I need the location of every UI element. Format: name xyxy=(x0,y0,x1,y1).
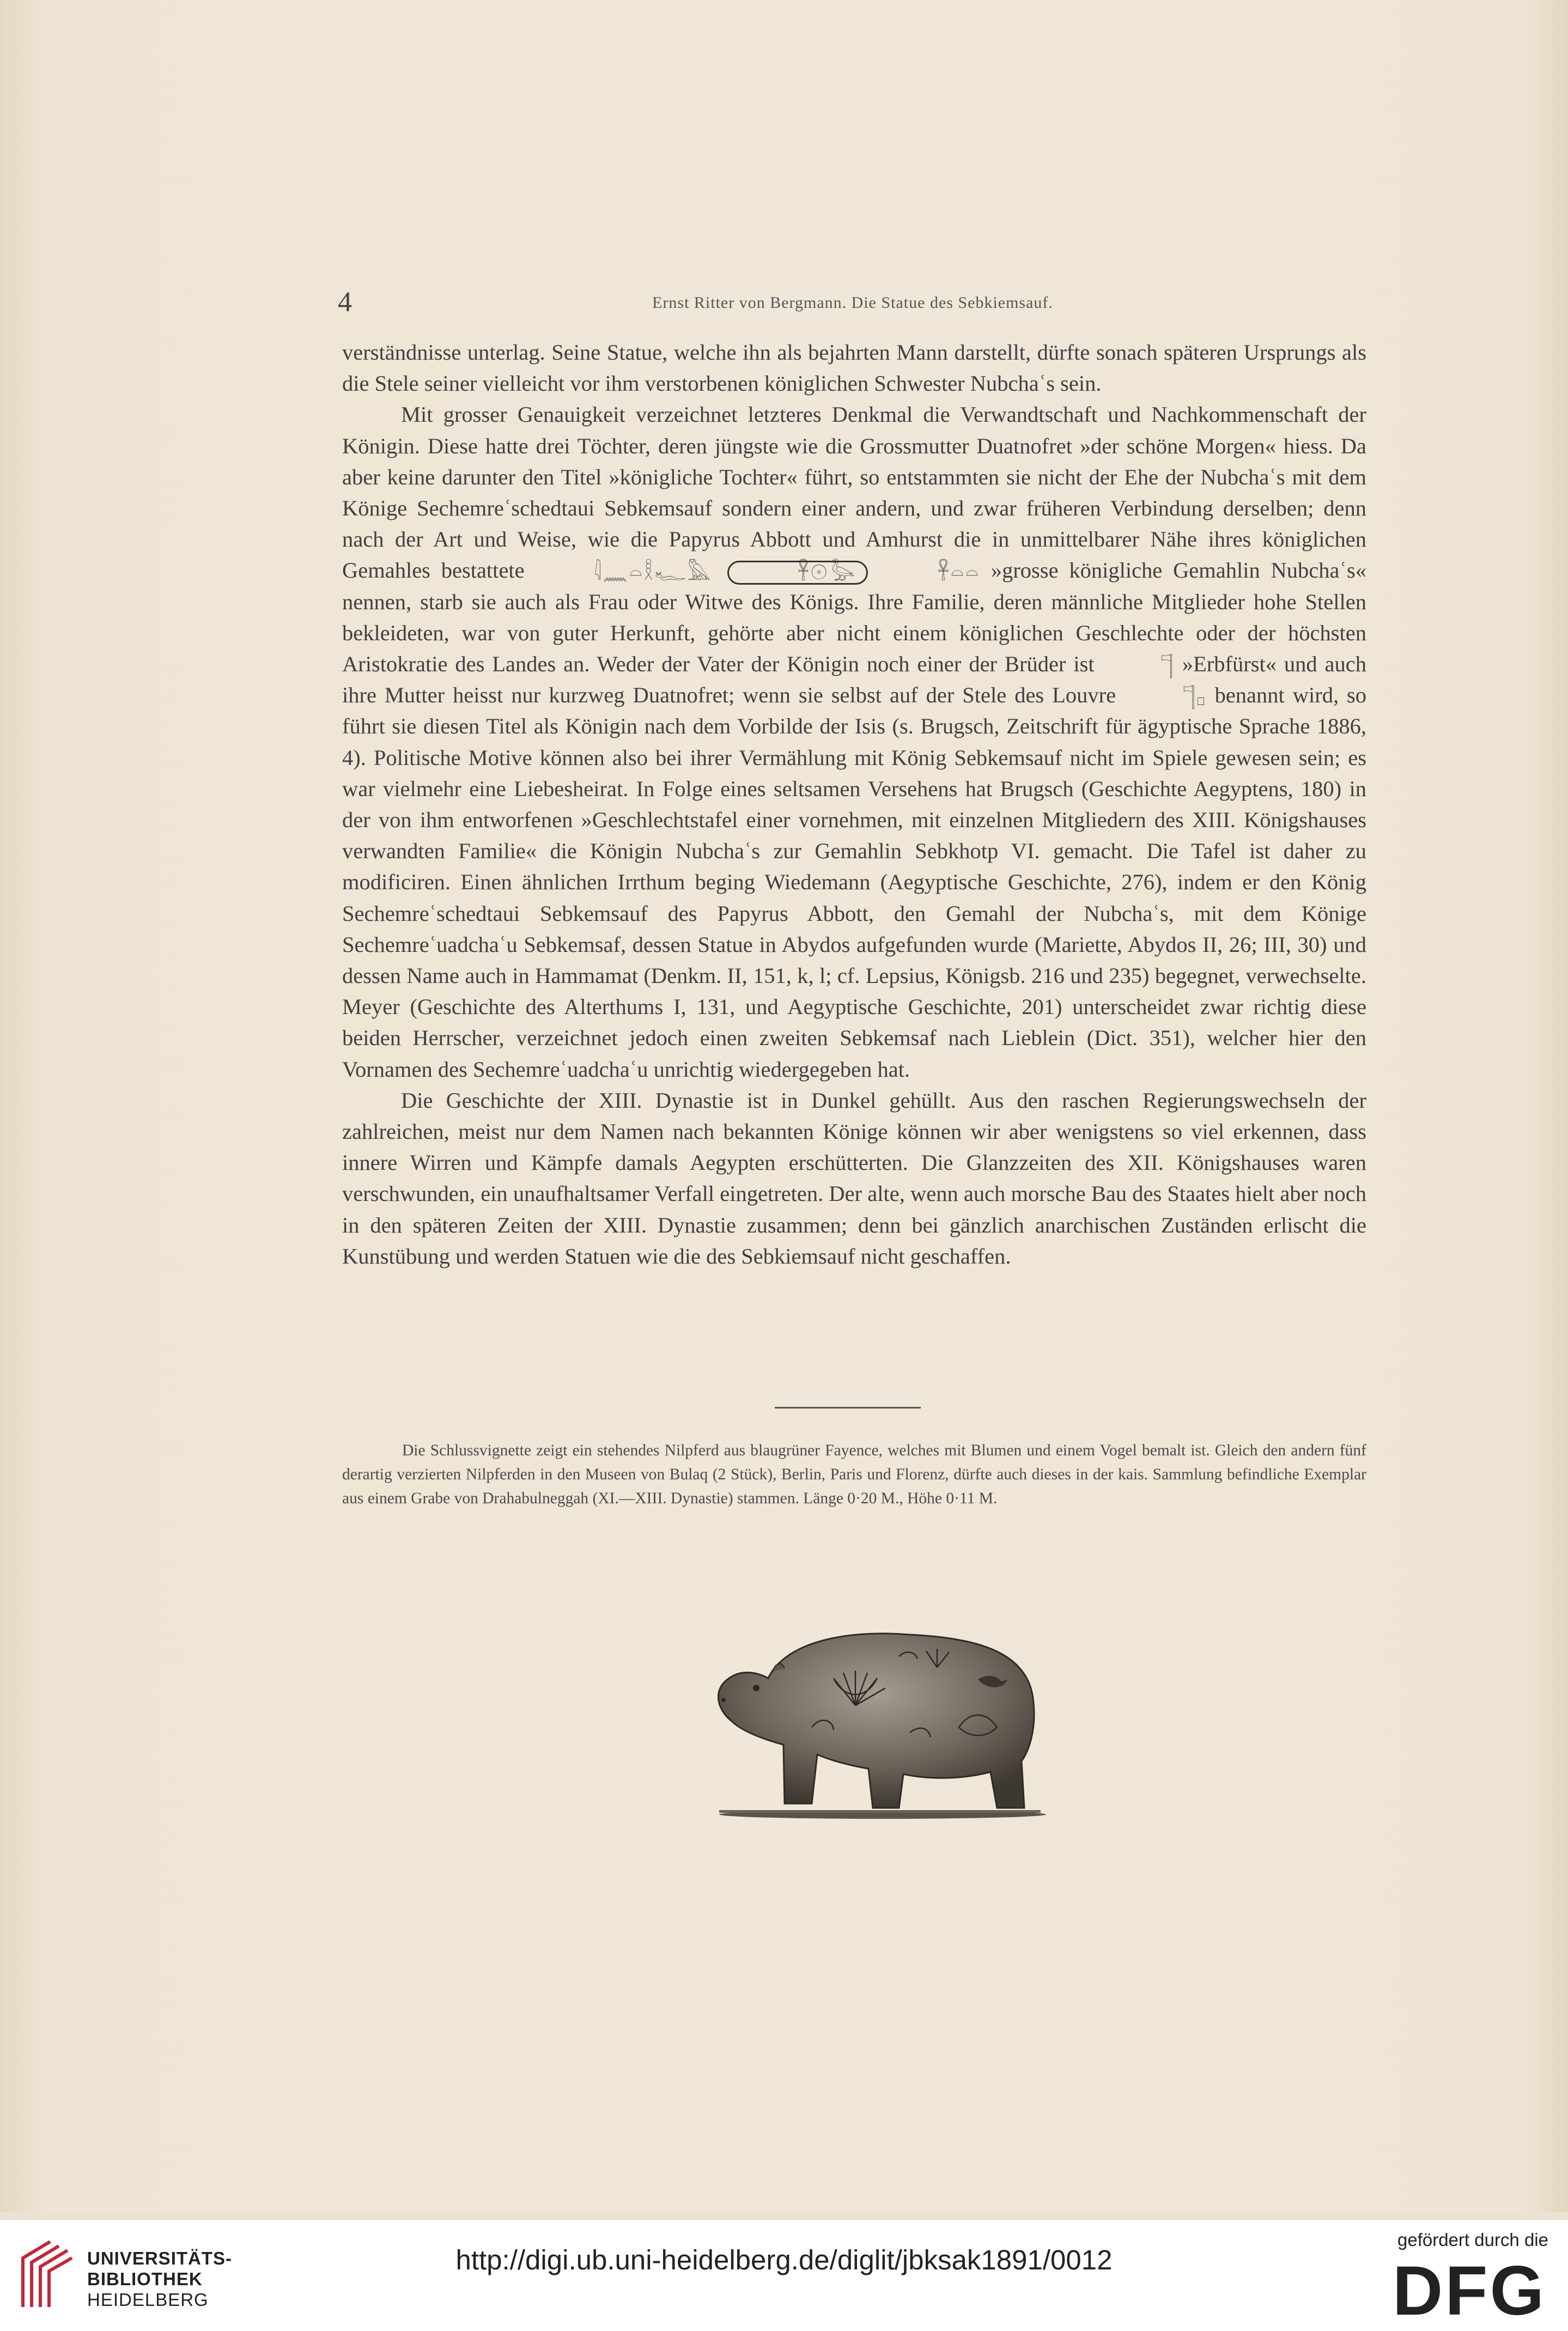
cartouche-hieroglyph: 𓋹𓇳𓅭 xyxy=(727,561,868,585)
hieroglyph-title-group: 𓇋𓈖𓏏𓎛𓆑𓅓 xyxy=(594,561,713,585)
hippo-nostril xyxy=(721,1698,726,1702)
library-name-line-1: UNIVERSITÄTS- xyxy=(87,2248,233,2268)
footnote-text: Die Schlussvignette zeigt ein stehendes Nilpferd aus blaugrüner Fayence, welches mit Blumen und einem Vogel bemalt ist. Gleich den andern fünf derartig verzierten Nilpferden in den Museen von Bulaq (2 Stück), Berlin, Paris und Florenz, dürfte auch dieses in der kais. Sammlung befindliche Exemplar aus einem Grabe von Drahabulneggah (XI.—XIII. Dynastie) stammen. Länge 0·20 M., Höhe 0·11 M. xyxy=(342,1442,1366,1507)
hieroglyph-queen-title: 𓋹𓏏𓏏 xyxy=(937,561,981,585)
page-number: 4 xyxy=(338,287,352,318)
paragraph-3: Die Geschichte der XIII. Dynastie ist in Dunkel gehüllt. Aus den raschen Regierungswechseln der zahlreichen, meist nur dem Namen nach bekannten Könige können wir aber wenigstens so viel erkennen, dass innere Wirren und Kämpfe damals Aegypten erschütterten. Die Glanzzeiten des XII. Königshauses waren verschwunden, ein unaufhaltsamer Verfall eingetreten. Der alte, wenn auch morsche Bau des Staates hielt aber noch in den späteren Zeiten der XIII. Dynastie zusammen; denn bei gänzlich anarchischen Zuständen erlischt die Kunstübung und werden Statuen wie die des Sebkiemsauf nicht geschaffen. xyxy=(342,1088,1366,1268)
paragraph-2 xyxy=(342,399,1366,1084)
hippo-body xyxy=(718,1634,1034,1808)
section-divider xyxy=(775,1407,921,1409)
permalink-url[interactable]: http://digi.ub.uni-heidelberg.de/diglit/jbksak1891/0012 xyxy=(455,2244,1113,2275)
vignette-base xyxy=(719,1810,1041,1813)
running-head: Ernst Ritter von Bergmann. Die Statue des Sebkiemsauf. xyxy=(652,294,1053,312)
hieroglyph-louvre: 𓊹𓊪 xyxy=(1183,685,1207,709)
funding-caption: gefördert durch die xyxy=(1397,2230,1548,2250)
dfg-logo: DFG xyxy=(1392,2252,1546,2330)
hippopotamus-vignette xyxy=(703,1618,1052,1820)
library-name-line-2: BIBLIOTHEK xyxy=(87,2269,203,2289)
footer-bar xyxy=(0,2220,1568,2331)
footnote xyxy=(342,1438,1366,1510)
hieroglyph-erbfuerst: 𓊹 xyxy=(1160,654,1175,678)
hippo-eye xyxy=(753,1685,759,1691)
paragraph-2-part-c: »Erbfürst« und auch ihre Mutter heisst nur kurzweg Duatnofret; wenn sie selbst auf der Stele des Louvre xyxy=(342,652,1366,708)
body-text xyxy=(342,337,1366,1272)
paragraph-2-part-a: Mit grosser Genauigkeit verzeichnet letzteres Denkmal die Verwandtschaft und Nachkommenschaft der Königin. Diese hatte drei Töchter, deren jüngste wie die Grossmutter Duatnofret »der schöne Morgen« hiess. Da aber keine darunter den Titel »königliche Tochter« führt, so entstammten sie nicht der Ehe der Nubchaʿs mit dem Könige Sechemreʿschedtaui Sebkemsauf sondern einer andern, und zwar früheren Verbindung derselben; denn nach der Art und Weise, wie die Papyrus Abbott und Amhurst die in unmittelbarer Nähe ihres königlichen Gemahles bestattete xyxy=(342,402,1366,583)
paragraph-2-part-b: »grosse königliche Gemahlin Nubchaʿs« nennen, starb sie auch als Frau oder Witwe des Königs. Ihre Familie, deren männliche Mitglieder hohe Stellen bekleideten, war von guter Herkunft, gehörte aber nicht einem königlichen Geschlechte oder der höchsten Aristokratie des Landes an. Weder der Vater der Königin noch einer der Brüder ist xyxy=(342,558,1366,677)
library-name-line-3: HEIDELBERG xyxy=(87,2290,209,2310)
page-header xyxy=(338,286,1368,324)
paragraph-1: verständnisse unterlag. Seine Statue, welche ihn als bejahrten Mann darstellt, dürfte sonach späteren Ursprungs als die Stele seiner vielleicht vor ihm verstorbenen königlichen Schwester Nubchaʿs sein. xyxy=(342,340,1366,396)
paragraph-2-part-d: benannt wird, so führt sie diesen Titel als Königin nach dem Vorbilde der Isis (s. Brugsch, Zeitschrift für ägyptische Sprache 1886, 4). Politische Motive können also bei ihrer Vermählung mit König Sebkemsauf nicht im Spiele gewesen sein; es war vielmehr eine Liebesheirat. In Folge eines seltsamen Versehens hat Brugsch (Geschichte Aegyptens, 180) in der von ihm entworfenen »Geschlechtstafel einer vornehmen, mit einzelnen Mitgliedern des XIII. Königshauses verwandten Familie« die Königin Nubchaʿs zur Gemahlin Sebkhotp VI. gemacht. Die Tafel ist daher zu modificiren. Einen ähnlichen Irrthum beging Wiedemann (Aegyptische Geschichte, 276), indem er den König Sechemreʿschedtaui Sebkemsauf des Papyrus Abbott, den Gemahl der Nubchaʿs, mit dem Könige Sechemreʿuadchaʿu Sebkemsaf, dessen Statue in Abydos aufgefunden wurde (Mariette, Abydos II, 26; III, 30) und dessen Name auch in Hammamat (Denkm. II, 151, k, l; cf. Lepsius, Königsb. 216 und 235) begegnet, verwechselte. Meyer (Geschichte des Alterthums I, 131, und Aegyptische Geschichte, 201) unterscheidet zwar richtig diese beiden Herrscher, verzeichnet jedoch einen zweiten Sebkemsaf nach Lieblein (Dict. 351), welcher hier den Vornamen des Sechemreʿuadchaʿu unrichtig wiedergegeben hat. xyxy=(342,683,1367,1082)
